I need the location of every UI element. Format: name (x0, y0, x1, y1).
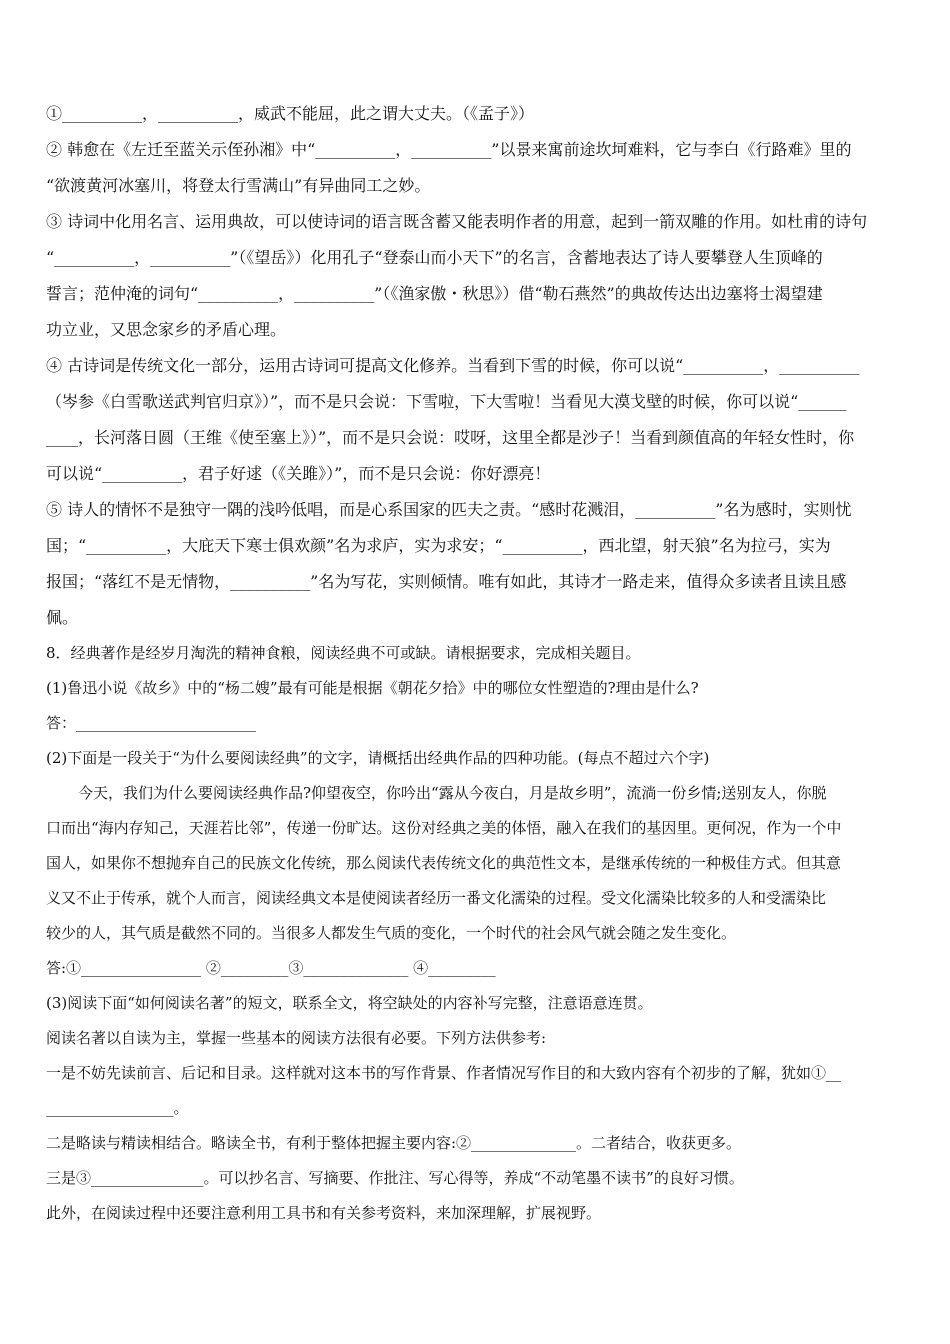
question-8-1: (1)鲁迅小说《故乡》中的“杨二嫂”最有可能是根据《朝花夕拾》中的哪位女性塑造的?理由是什么? (46, 679, 699, 697)
question-7-3-line: 誓言；范仲淹的词句“__________，__________”（《渔家傲・秋思》）借“勒石燕然”的典故传达出边塞将士渴望建 (46, 284, 823, 303)
reading-text-line: 一是不妨先读前言、后记和目录。这样就对这本书的写作背景、作者情况写作目的和大致内容有个初步的了解，犹如①__ (46, 1064, 842, 1082)
question-8-intro: 8．经典著作是经岁月淘洗的精神食粮，阅读经典不可或缺。请根据要求，完成相关题目。 (46, 644, 641, 662)
passage-line: 口而出“海内存知己，天涯若比邻”，传递一份旷达。这份对经典之美的体悟，融入在我们的基因里。更何况，作为一个中 (46, 819, 842, 837)
passage-line: 国人，如果你不想抛弃自己的民族文化传统，那么阅读代表传统文化的典范性文本，是继承传统的一种极佳方式。但其意 (46, 854, 842, 872)
question-7-2-line: ② 韩愈在《左迁至蓝关示侄孙湘》中“__________，__________”以景来寓前途坎坷难料，它与李白《行路难》里的 (46, 140, 852, 159)
question-7-4-line: 可以说“__________，君子好逑（《关雎》）”，而不是只会说：你好漂亮！ (46, 464, 551, 483)
reading-text-line: _________________。 (46, 1099, 189, 1117)
question-7-5-line: 佩。 (46, 608, 79, 627)
exam-page (46, 96, 908, 1231)
question-7-3-line: 功立业，又思念家乡的矛盾心理。 (46, 320, 287, 339)
question-7-5-line: 报国；“落红不是无情物，__________”名为写花，实则倾情。唯有如此，其诗才一路走来，值得众多读者且读且感 (46, 572, 847, 591)
answer-8-1: 答：________________________ (46, 714, 257, 732)
question-7-5-line: 国；“__________，大庇天下寒士俱欢颜”名为求庐，实为求安；“__________，西北望，射天狼”名为拉弓，实为 (46, 536, 831, 555)
passage-line: 较少的人，其气质是截然不同的。当很多人都发生气质的变化，一个时代的社会风气就会随之发生变化。 (46, 924, 737, 942)
question-8-3: (3)阅读下面“如何阅读名著”的短文，联系全文，将空缺处的内容补写完整，注意语意连贯。 (46, 994, 653, 1012)
answer-8-2: 答:①________________ ②_________③______________ ④_________ (46, 959, 496, 977)
question-7-2-line: “欲渡黄河冰塞川，将登太行雪满山”有异曲同工之妙。 (46, 176, 431, 195)
reading-text-line: 此外，在阅读过程中还要注意利用工具书和有关参考资料，来加深理解，扩展视野。 (46, 1204, 602, 1222)
question-7-4-line: ④ 古诗词是传统文化一部分，运用古诗词可提高文化修养。当看到下雪的时候，你可以说“__________，__________ (46, 356, 860, 375)
question-7-4-line: （岑参《白雪歌送武判官归京》）”，而不是只会说：下雪啦，下大雪啦！当看见大漠戈壁的时候，你可以说“______ (46, 392, 847, 411)
question-7-5-line: ⑤ 诗人的情怀不是独守一隅的浅吟低唱，而是心系国家的匹夫之责。“感时花溅泪，__________”名为感时，实则忧 (46, 500, 852, 519)
reading-text-line: 二是略读与精读相结合。略读全书，有利于整体把握主要内容:②______________。二者结合，收获更多。 (46, 1134, 742, 1152)
passage-line: 义又不止于传承，就个人而言，阅读经典文本是使阅读者经历一番文化濡染的过程。受文化濡染比较多的人和受濡染比 (46, 889, 827, 907)
question-7-3-line: “__________，__________”（《望岳》）化用孔子“登泰山而小天下”的名言，含蓄地表达了诗人要攀登人生顶峰的 (46, 248, 823, 267)
question-7-4-line: ____，长河落日圆（王维《使至塞上》）”，而不是只会说：哎呀，这里全都是沙子！当看到颜值高的年轻女性时，你 (46, 428, 855, 447)
reading-text-line: 三是③_______________。可以抄名言、写摘要、作批注、写心得等，养成“不动笔墨不读书”的良好习惯。 (46, 1169, 744, 1187)
passage-line: 今天，我们为什么要阅读经典作品?仰望夜空，你吟出“露从今夜白，月是故乡明”，流淌一份乡情;送别友人，你脱 (78, 784, 827, 802)
question-8-2: (2)下面是一段关于“为什么要阅读经典”的文字，请概括出经典作品的四种功能。(每点不超过六个字) (46, 749, 710, 767)
question-7-1: ①__________，__________，威武不能屈，此之谓大丈夫。（《孟子》） (46, 104, 535, 123)
reading-text-line: 阅读名著以自读为主，掌握一些基本的阅读方法很有必要。下列方法供参考: (46, 1029, 547, 1047)
question-7-3-line: ③ 诗词中化用名言、运用典故，可以使诗词的语言既含蓄又能表明作者的用意，起到一箭双雕的作用。如杜甫的诗句 (46, 212, 868, 231)
